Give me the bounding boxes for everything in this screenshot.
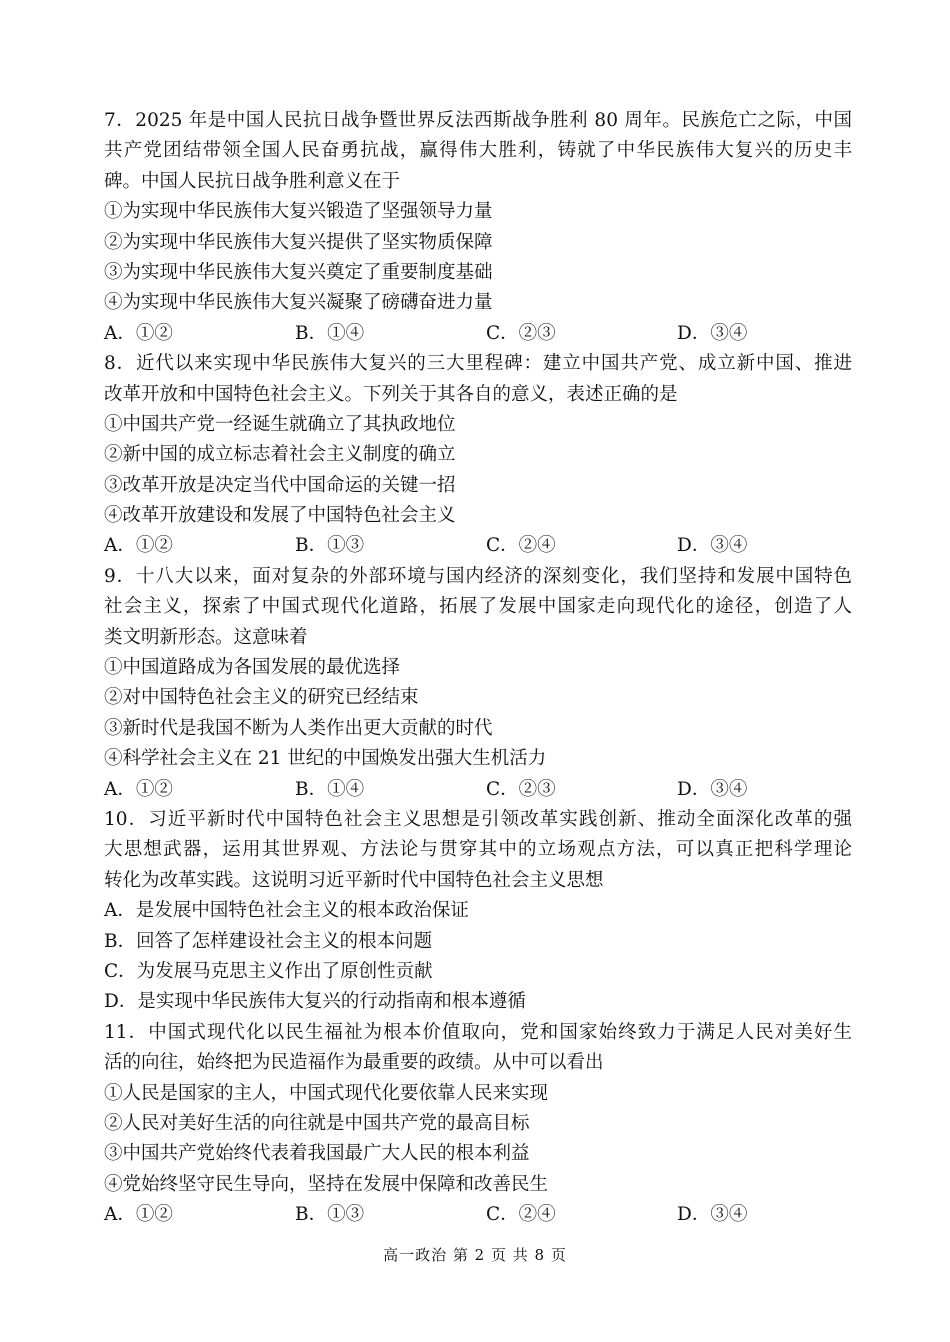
statement-item: ④为实现中华民族伟大复兴凝聚了磅礴奋进力量 xyxy=(104,292,493,314)
statement-item: ④科学社会主义在 21 世纪的中国焕发出强大生机活力 xyxy=(104,748,547,770)
question-7 xyxy=(104,106,852,349)
statement-item: ③改革开放是决定当代中国命运的关键一招 xyxy=(104,474,456,496)
answer-options xyxy=(104,531,852,561)
question-stem-line: 9．十八大以来，面对复杂的外部环境与国内经济的深刻变化，我们坚持和发展中国特色 xyxy=(104,565,852,587)
question-stem-line: 社会主义，探索了中国式现代化道路，拓展了发展中国家走向现代化的途径，创造了人 xyxy=(104,596,852,618)
question-9 xyxy=(104,562,852,805)
option-d: D．③④ xyxy=(677,322,748,344)
question-stem-line: 11．中国式现代化以民生福祉为根本价值取向，党和国家始终致力于满足人民对美好生 xyxy=(104,1021,852,1043)
option-b: B．①③ xyxy=(295,1204,365,1226)
question-stem-line: 活的向往，始终把为民造福作为最重要的政绩。从中可以看出 xyxy=(104,1052,604,1074)
option-a: A．①② xyxy=(104,322,173,344)
question-8 xyxy=(104,349,852,562)
answer-options xyxy=(104,319,852,349)
statement-item: ③为实现中华民族伟大复兴奠定了重要制度基础 xyxy=(104,261,493,283)
statement-item: ②对中国特色社会主义的研究已经结束 xyxy=(104,687,419,709)
question-stem-line: 转化为改革实践。这说明习近平新时代中国特色社会主义思想 xyxy=(104,869,604,891)
option-a: A．①② xyxy=(104,1204,173,1226)
statement-item: ④党始终坚守民生导向，坚持在发展中保障和改善民生 xyxy=(104,1173,549,1195)
question-stem-line: 碑。中国人民抗日战争胜利意义在于 xyxy=(104,170,401,192)
statement-item: ④改革开放建设和发展了中国特色社会主义 xyxy=(104,505,456,527)
option-b: B．回答了怎样建设社会主义的根本问题 xyxy=(104,930,433,952)
answer-options xyxy=(104,1200,852,1230)
question-stem-line: 7．2025 年是中国人民抗日战争暨世界反法西斯战争胜利 80 周年。民族危亡之际，中国 xyxy=(104,110,852,131)
statement-item: ②人民对美好生活的向往就是中国共产党的最高目标 xyxy=(104,1112,530,1134)
option-b: B．①③ xyxy=(295,535,365,557)
statement-item: ③新时代是我国不断为人类作出更大贡献的时代 xyxy=(104,717,493,739)
statement-item: ③中国共产党始终代表着我国最广大人民的根本利益 xyxy=(104,1143,530,1165)
question-10 xyxy=(104,805,852,1018)
option-c: C．为发展马克思主义作出了原创性贡献 xyxy=(104,960,433,982)
statement-item: ②新中国的成立标志着社会主义制度的确立 xyxy=(104,444,456,466)
statement-item: ①为实现中华民族伟大复兴锻造了坚强领导力量 xyxy=(104,201,493,223)
option-d: D．③④ xyxy=(677,1204,748,1226)
question-11 xyxy=(104,1018,852,1231)
exam-page-content xyxy=(104,106,852,1230)
option-a: A．①② xyxy=(104,778,173,800)
question-stem-line: 10．习近平新时代中国特色社会主义思想是引领改革实践创新、推动全面深化改革的强 xyxy=(104,808,852,830)
statement-item: ①人民是国家的主人，中国式现代化要依靠人民来实现 xyxy=(104,1082,549,1104)
option-b: B．①④ xyxy=(295,778,365,800)
question-stem-line: 类文明新形态。这意味着 xyxy=(104,626,308,648)
option-c: C．②④ xyxy=(486,535,556,557)
page-footer: 高一政治 第 2 页 共 8 页 xyxy=(383,1246,567,1264)
option-a: A．①② xyxy=(104,535,173,557)
option-d: D．③④ xyxy=(677,778,748,800)
option-d: D．③④ xyxy=(677,535,748,557)
option-c: C．②③ xyxy=(486,322,556,344)
option-a: A．是发展中国特色社会主义的根本政治保证 xyxy=(104,900,469,922)
statement-item: ①中国道路成为各国发展的最优选择 xyxy=(104,657,401,679)
answer-options xyxy=(104,775,852,805)
option-c: C．②③ xyxy=(486,778,556,800)
option-b: B．①④ xyxy=(295,322,365,344)
statement-item: ②为实现中华民族伟大复兴提供了坚实物质保障 xyxy=(104,231,493,253)
question-stem-line: 8．近代以来实现中华民族伟大复兴的三大里程碑：建立中国共产党、成立新中国、推进 xyxy=(104,353,852,375)
option-c: C．②④ xyxy=(486,1204,556,1226)
statement-item: ①中国共产党一经诞生就确立了其执政地位 xyxy=(104,413,456,435)
option-d: D．是实现中华民族伟大复兴的行动指南和根本遵循 xyxy=(104,991,526,1013)
question-stem-line: 大思想武器，运用其世界观、方法论与贯穿其中的立场观点方法，可以真正把科学理论 xyxy=(104,839,852,861)
question-stem-line: 改革开放和中国特色社会主义。下列关于其各自的意义，表述正确的是 xyxy=(104,383,678,405)
question-stem-line: 共产党团结带领全国人民奋勇抗战，赢得伟大胜利，铸就了中华民族伟大复兴的历史丰 xyxy=(104,140,852,162)
